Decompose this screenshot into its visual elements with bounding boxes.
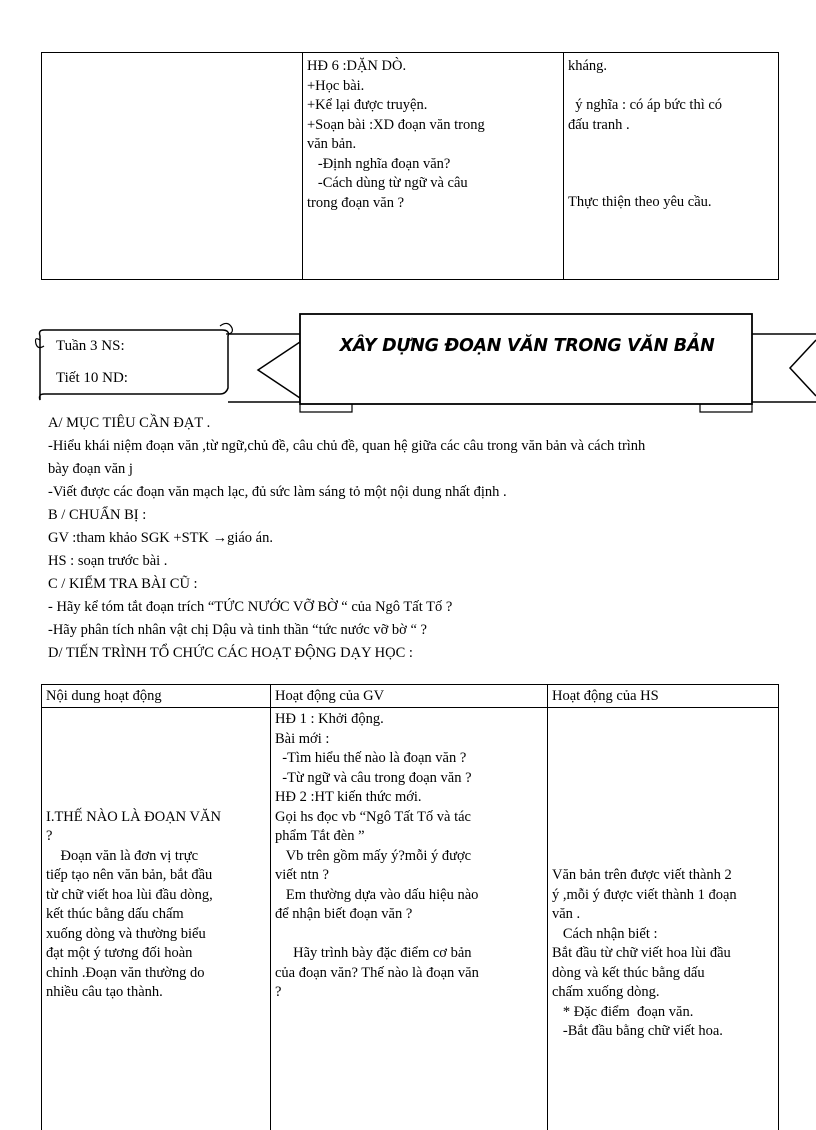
header-student: Hoạt động của HS xyxy=(548,685,779,708)
body-line: B / CHUẨN BỊ : xyxy=(48,506,146,525)
text-line: văn . xyxy=(552,905,774,925)
body-line: -Hãy phân tích nhân vật chị Dậu và tinh thần “tức nước vỡ bờ “ ? xyxy=(48,621,427,640)
text-line xyxy=(552,788,774,808)
banner-title: XÂY DỰNG ĐOẠN VĂN TRONG VĂN BẢN xyxy=(308,336,746,356)
text-line xyxy=(552,827,774,847)
ribbon-main xyxy=(300,314,752,404)
body-line: -Hiểu khái niệm đoạn văn ,từ ngữ,chủ đề, câu chủ đề, quan hệ giữa các câu trong văn bản và cách trình xyxy=(48,437,645,456)
text-line: xuống dòng và thường biểu xyxy=(46,925,266,945)
top-table-col3 xyxy=(564,53,779,280)
col-teacher-lines xyxy=(275,710,543,1003)
top-col2-lines xyxy=(307,57,559,213)
top-table xyxy=(41,52,779,280)
body-line: GV :tham khảo SGK +STK →giáo án. xyxy=(48,529,273,548)
text-line: -Tìm hiểu thế nào là đoạn văn ? xyxy=(275,749,543,769)
text-line: Em thường dựa vào dấu hiệu nào xyxy=(275,886,543,906)
text-line: đạt một ý tương đối hoàn xyxy=(46,944,266,964)
text-line xyxy=(568,77,774,97)
body-line: D/ TIẾN TRÌNH TỔ CHỨC CÁC HOẠT ĐỘNG DẠY HỌC : xyxy=(48,644,413,663)
text-line: chỉnh .Đoạn văn thường do xyxy=(46,964,266,984)
text-line: để nhận biết đoạn văn ? xyxy=(275,905,543,925)
ribbon-right-tail xyxy=(752,334,816,402)
text-line: Gọi hs đọc vb “Ngô Tất Tố và tác xyxy=(275,808,543,828)
text-line xyxy=(552,749,774,769)
lesson-table xyxy=(41,684,779,1130)
text-line xyxy=(552,847,774,867)
text-line: phẩm Tắt đèn ” xyxy=(275,827,543,847)
header-teacher: Hoạt động của GV xyxy=(271,685,548,708)
text-line: đấu tranh . xyxy=(568,116,774,136)
scroll-line-lesson: Tiết 10 ND: xyxy=(56,370,128,387)
header-content: Nội dung hoạt động xyxy=(42,685,271,708)
text-line: viết ntn ? xyxy=(275,866,543,886)
text-line: ý nghĩa : có áp bức thì có xyxy=(568,96,774,116)
text-line: HĐ 6 :DẶN DÒ. xyxy=(307,57,559,77)
text-line xyxy=(46,730,266,750)
text-line: * Đặc điểm đoạn văn. xyxy=(552,1003,774,1023)
text-line xyxy=(552,730,774,750)
text-line: trong đoạn văn ? xyxy=(307,194,559,214)
text-line: kháng. xyxy=(568,57,774,77)
top-table-col1 xyxy=(42,53,303,280)
top-table-col2 xyxy=(303,53,564,280)
scroll-line-week: Tuần 3 NS: xyxy=(56,338,125,355)
text-line xyxy=(552,769,774,789)
col-content-lines xyxy=(46,710,266,1003)
text-line xyxy=(46,710,266,730)
text-line: kết thúc bằng dấu chấm xyxy=(46,905,266,925)
body-line: HS : soạn trước bài . xyxy=(48,552,167,571)
text-line: ? xyxy=(275,983,543,1003)
text-line: -Định nghĩa đoạn văn? xyxy=(307,155,559,175)
top-col3-bottom: Thực thiện theo yêu cầu. xyxy=(568,193,774,213)
text-line: -Cách dùng từ ngữ và câu xyxy=(307,174,559,194)
text-line: Bài mới : xyxy=(275,730,543,750)
top-col3-lines xyxy=(568,57,774,135)
text-line: +Kể lại được truyện. xyxy=(307,96,559,116)
text-line: +Học bài. xyxy=(307,77,559,97)
text-line: Cách nhận biết : xyxy=(552,925,774,945)
text-line xyxy=(552,710,774,730)
text-line xyxy=(552,808,774,828)
text-line xyxy=(46,788,266,808)
text-line xyxy=(46,749,266,769)
text-line: ? xyxy=(46,827,266,847)
text-line xyxy=(275,925,543,945)
banner-graphic xyxy=(0,300,816,420)
text-line: chấm xuống dòng. xyxy=(552,983,774,1003)
text-line: Bắt đầu từ chữ viết hoa lùi đầu xyxy=(552,944,774,964)
col-content xyxy=(42,708,271,1130)
text-line: tiếp tạo nên văn bản, bắt đầu xyxy=(46,866,266,886)
body-line: C / KIỂM TRA BÀI CŨ : xyxy=(48,575,198,594)
text-line: Văn bản trên được viết thành 2 xyxy=(552,866,774,886)
body-line: -Viết được các đoạn văn mạch lạc, đủ sức làm sáng tỏ một nội dung nhất định . xyxy=(48,483,507,502)
text-line: Vb trên gồm mấy ý?mỗi ý được xyxy=(275,847,543,867)
text-line xyxy=(46,769,266,789)
col-student xyxy=(548,708,779,1130)
text-line: Hãy trình bày đặc điểm cơ bản xyxy=(275,944,543,964)
text-line: nhiều câu tạo thành. xyxy=(46,983,266,1003)
col-student-lines xyxy=(552,710,774,1042)
text-line: HĐ 2 :HT kiến thức mới. xyxy=(275,788,543,808)
text-line: -Bắt đầu bằng chữ viết hoa. xyxy=(552,1022,774,1042)
text-line: từ chữ viết hoa lùi đầu dòng, xyxy=(46,886,266,906)
text-line: văn bản. xyxy=(307,135,559,155)
text-line: ý ,mỗi ý được viết thành 1 đoạn xyxy=(552,886,774,906)
text-line: HĐ 1 : Khởi động. xyxy=(275,710,543,730)
ribbon-left-tail xyxy=(228,334,300,402)
text-line: của đoạn văn? Thế nào là đoạn văn xyxy=(275,964,543,984)
text-line: dòng và kết thúc bằng dấu xyxy=(552,964,774,984)
text-line: +Soạn bài :XD đoạn văn trong xyxy=(307,116,559,136)
col-teacher xyxy=(271,708,548,1130)
body-line: - Hãy kể tóm tắt đoạn trích “TỨC NƯỚC VỠ BỜ “ của Ngô Tất Tố ? xyxy=(48,598,452,617)
body-line: A/ MỤC TIÊU CẦN ĐẠT . xyxy=(48,414,210,433)
body-line: bày đoạn văn j xyxy=(48,460,133,479)
text-line: I.THẾ NÀO LÀ ĐOẠN VĂN xyxy=(46,808,266,828)
text-line: -Từ ngữ và câu trong đoạn văn ? xyxy=(275,769,543,789)
text-line: Đoạn văn là đơn vị trực xyxy=(46,847,266,867)
